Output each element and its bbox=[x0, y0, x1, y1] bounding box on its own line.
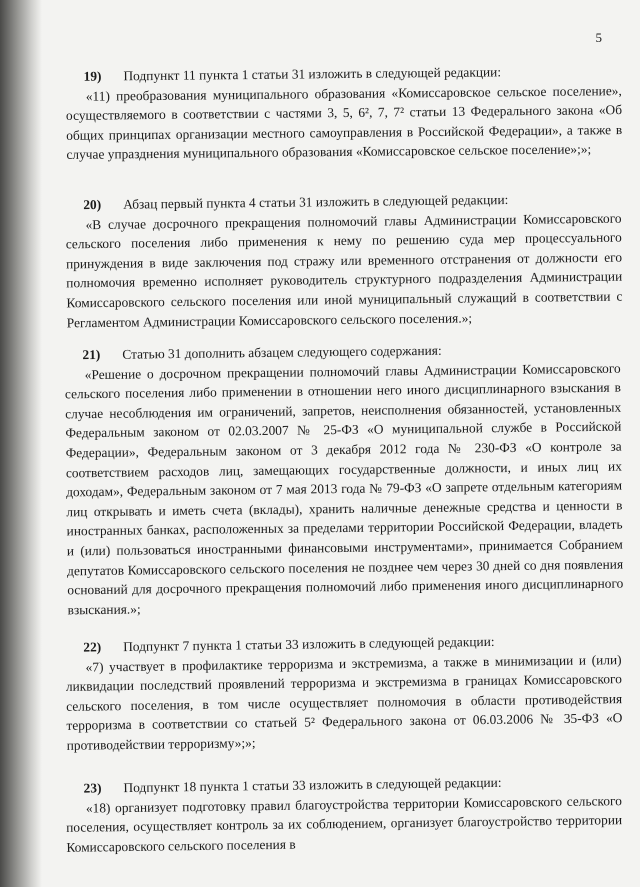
section-23 bbox=[65, 771, 622, 857]
section-body: «11) преобразования муниципального образования «Комиссаровское сельское поселение», осуществляемого в соответствии с частями 3, 5, 6², 7, 7² статьи 13 Федерального закона «Об общих принципах организации местного самоуправления в Российской Федерации», а также в случае упразднения муниципального образования «Комиссаровское сельское поселение»;»; bbox=[65, 82, 623, 163]
section-number: 22) bbox=[83, 639, 102, 655]
section-heading-text: Абзац первый пункта 4 статьи 31 изложить в следующей редакции: bbox=[123, 191, 509, 212]
section-heading-text: Подпункт 11 пункта 1 статьи 31 изложить в следующей редакции: bbox=[123, 64, 502, 84]
section-heading-text: Подпункт 18 пункта 1 статьи 33 изложить в следующей редакции: bbox=[123, 774, 502, 796]
section-body: «Решение о досрочном прекращении полномочий главы Администрации Комиссаровского сельского поселения либо применении в отношении него иного дисциплинарного взыскания в случае несоблюдения им ограничений, запретов, неисполнения обязанностей, установленных Федеральным законом от 02.03.2007 № 25-ФЗ «О муниципальной службе в Российской Федерации», Федеральным законом от 3 декабря 2012 года № 230-ФЗ «О контроле за соответствием расходов лиц, замещающих государственные должности, и иных лиц их доходам», Федеральным законом от 7 мая 2013 года № 79-ФЗ «О запрете отдельным категориям лиц открывать и иметь счета (вклады), хранить наличные денежные средства и ценности в иностранных банках, расположенных за пределами территории Российской Федерации, владеть и (или) пользоваться иностранными финансовыми инструментами», принимается Собранием депутатов Комиссаровского сельского поселения не позднее чем через 30 дней со дня появления оснований для досрочного прекращения полномочий либо применения иного дисциплинарного взыскания.»; bbox=[64, 360, 624, 618]
scan-edge-shadow bbox=[0, 0, 42, 887]
section-body: «18) организует подготовку правил благоустройства территории Комиссаровского сельского поселения, осуществляет контроль за их соблюдением, организует благоустройство территории Комиссаровского сельского поселения в bbox=[66, 792, 623, 855]
section-21 bbox=[64, 339, 623, 620]
section-heading-text: Подпункт 7 пункта 1 статьи 33 изложить в следующей редакции: bbox=[123, 633, 495, 655]
page-number: 5 bbox=[595, 30, 602, 45]
section-heading-text: Статью 31 дополнить абзацем следующего содержания: bbox=[122, 342, 442, 362]
section-22 bbox=[65, 630, 623, 755]
section-number: 20) bbox=[83, 196, 102, 213]
section-19 bbox=[66, 61, 623, 165]
section-number: 21) bbox=[82, 346, 101, 363]
section-20 bbox=[65, 189, 623, 333]
section-body: «7) участвует в профилактике терроризма и экстремизма, а также в минимизации и (или) ликвидации последствий проявлений терроризма и экстремизма в границах Комиссаровского сельского поселения, в том числе осуществляет полномочия в области противодействия терроризма в соответствии со статьей 5² Федерального закона от 06.03.2006 № 35-ФЗ «О противодействии терроризму»;»; bbox=[65, 651, 623, 753]
section-number: 19) bbox=[83, 68, 102, 84]
section-body: «В случае досрочного прекращения полномочий главы Администрации Комиссаровского сельского поселения либо применения к нему по решению суда мер процессуального принуждения в виде заключения под стражу или временного отстранения от должности его полномочия временно исполняет руководитель структурного подразделения Администрации Комиссаровского сельского поселения или иной муниципальный служащий в соответствии с Регламентом Администрации Комиссаровского сельского поселения.»; bbox=[65, 210, 623, 330]
section-number: 23) bbox=[83, 780, 102, 796]
